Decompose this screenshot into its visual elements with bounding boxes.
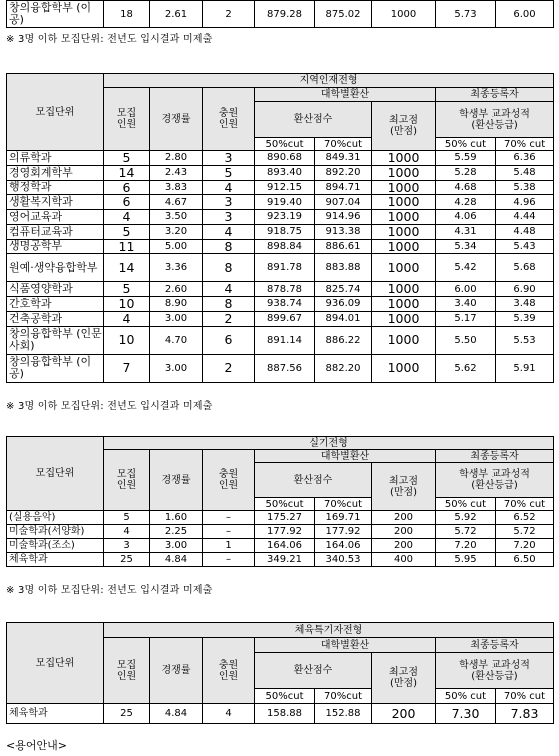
table-cell: 4.31: [436, 224, 496, 239]
table-cell: 5.38: [496, 180, 554, 195]
table-row: 창의융합학부 (이공) 18 2.61 2 879.28 875.02 1000 5.73 6.00: [7, 1, 554, 28]
table-row: [7, 525, 554, 539]
table-cell: –: [203, 511, 255, 525]
table-cell: 894.01: [315, 311, 372, 326]
table-row: [7, 553, 554, 567]
table-cell: 8.90: [150, 297, 203, 312]
table-cell: 2.25: [150, 525, 203, 539]
table-cell: 5.34: [436, 239, 496, 254]
table-cell: 899.67: [255, 311, 315, 326]
unit-name: 건축공학과: [7, 311, 104, 326]
table-cell: 898.84: [255, 239, 315, 254]
table-cell: 3.20: [150, 224, 203, 239]
table-cell: 3.40: [436, 297, 496, 312]
table-cell: 6: [203, 326, 255, 354]
table-row: [7, 511, 554, 525]
table-cell: 4.96: [496, 195, 554, 210]
table-cell: 1: [203, 539, 255, 553]
table-cell: 5.68: [496, 254, 554, 282]
unit-name: 미술학과(조소): [7, 539, 104, 553]
unit-name: 체육학과: [7, 553, 104, 567]
table-cell: 14: [104, 165, 150, 180]
header-unit: 모집단위: [7, 623, 104, 704]
table-cell: 887.56: [255, 354, 315, 382]
section-local-talent: 모집단위 지역인재전형 모집 인원 경쟁률 충원 인원 대학별환산 최종등록자 환산점수 최고점 (만점) 학생부 교과성적 (환산등급) 50%cut 70%cut 50% cut 70% cut 의류학과 5 2.80 3 890.68 849.31 1000 5.59 6.36 경영회계학부 14 2.43 5 893.40 892.20 1000 5.28 5.48 행정학과 6 3.83 4 912.15 894.71 1000 4.68 5.38 생활복지학과 6 4.67 3 919.40 907.04 1000 4.28 4.96 영어교육과 4 3.50 3 923.19 914.96 1000 4.06 4.44 컴퓨터교육과 5 3.20 4 918.75 913.38 1000 4.31 4.48 생명공학부 11 5.00 8 898.84 886.61 1000 5.34 5.43 원예·생약융합학부 14 3.36 8 891.78 883.88 1000 5.42 5.68 식품영양학과 5 2.60 4 878.78 825.74 1000 6.00 6.90 간호학과 10 8.90 8 938.74 936.09 1000 3.40 3.48 건축공학과 4 3.00 2 899.67 894.01 1000 5.17 5.39 창의융합학부 (인문사회) 10 4.70 6 891.14 886.22 1000 5.50 5.53 창의융합학부 (이공) 7 3.00 2 887.56 882.20 1000 5.62 5.91: [6, 73, 553, 383]
table-cell: 2: [203, 354, 255, 382]
table-cell: 5.28: [436, 165, 496, 180]
table-cell: 1000: [372, 297, 436, 312]
table-cell: 882.20: [315, 354, 372, 382]
table-cell: 6: [104, 180, 150, 195]
unit-name: 식품영양학과: [7, 282, 104, 297]
table-cell: 3.00: [150, 311, 203, 326]
table-cell: 7.20: [496, 539, 554, 553]
header-competition: 경쟁률: [150, 88, 203, 151]
table-cell: 4: [203, 180, 255, 195]
table-cell: 1000: [372, 180, 436, 195]
header-max-score: 최고점 (만점): [372, 102, 436, 151]
note-text: ※ 3명 이하 모집단위: 전년도 입시결과 미제출: [6, 34, 213, 45]
table-cell: 825.74: [315, 282, 372, 297]
unit-name: 미술학과(서양화): [7, 525, 104, 539]
table-cell: 892.20: [315, 165, 372, 180]
unit-name: 경영회계학부: [7, 165, 104, 180]
table-cell: 878.78: [255, 282, 315, 297]
table-cell: 919.40: [255, 195, 315, 210]
table-cell: 340.53: [315, 553, 372, 567]
table-cell: 3: [203, 210, 255, 225]
section-sports-special: 모집단위 체육특기자전형 모집 인원 경쟁률 충원 인원 대학별환산 최종등록자 환산점수 최고점 (만점) 학생부 교과성적 (환산등급) 50%cut 70%cut 50% cut 70% cut 체육학과 25 4.84 4 158.88 152.88 200 7.30 7.83: [6, 622, 553, 724]
table-cell: 2.43: [150, 165, 203, 180]
table-row: [7, 180, 554, 195]
table-cell: 5.43: [496, 239, 554, 254]
table-row: [7, 224, 554, 239]
table-cell: 3.83: [150, 180, 203, 195]
table-cell: 918.75: [255, 224, 315, 239]
table-cell: 3: [203, 195, 255, 210]
table-cell: 177.92: [255, 525, 315, 539]
table-row: [7, 239, 554, 254]
table-cell: 5.59: [436, 151, 496, 166]
table-cell: 4: [203, 282, 255, 297]
table-cell: 2: [203, 311, 255, 326]
table-cell: 3: [104, 539, 150, 553]
table-cell: 1000: [372, 239, 436, 254]
section-practical: 모집단위 실기전형 모집 인원 경쟁률 충원 인원 대학별환산 최종등록자 환산점수 최고점 (만점) 학생부 교과성적 (환산등급) 50%cut 70%cut 50% cut 70% cut (실용음악) 5 1.60 – 175.27 169.71 200 5.92 6.52 미술학과(서양화) 4 2.25 – 177.92 177.92 200 5.72 5.72 미술학과(조소) 3 3.00 1 164.06 164.06 200 7.20 7.20 체육학과 25 4.84 – 349.21 340.53 400 5.95 6.50: [6, 436, 553, 567]
table-cell: 913.38: [315, 224, 372, 239]
table-cell: 4.84: [150, 704, 203, 724]
header-unit: 모집단위: [7, 437, 104, 511]
table-cell: 200: [372, 539, 436, 553]
unit-name: 창의융합학부 (이공): [7, 1, 104, 28]
unit-name: 창의융합학부 (이공): [7, 354, 104, 382]
top-table-fragment: [6, 0, 553, 28]
table-cell: 890.68: [255, 151, 315, 166]
table-cell: 907.04: [315, 195, 372, 210]
table-cell: 5.48: [496, 165, 554, 180]
table-cell: 886.22: [315, 326, 372, 354]
table-cell: 349.21: [255, 553, 315, 567]
table-cell: 10: [104, 326, 150, 354]
table-cell: 923.19: [255, 210, 315, 225]
table-cell: 5.39: [496, 311, 554, 326]
table-row: [7, 165, 554, 180]
table-row: [7, 354, 554, 382]
table-row: [7, 254, 554, 282]
table-cell: 2.80: [150, 151, 203, 166]
table-cell: 5.17: [436, 311, 496, 326]
table-cell: 5: [104, 282, 150, 297]
table-cell: 1000: [372, 311, 436, 326]
table-row: [7, 195, 554, 210]
header-recruit: 모집 인원: [104, 88, 150, 151]
footer-heading: <용어안내>: [6, 739, 67, 752]
table-cell: –: [203, 525, 255, 539]
table-cell: 164.06: [315, 539, 372, 553]
table-cell: 5.42: [436, 254, 496, 282]
table-cell: 164.06: [255, 539, 315, 553]
table-row: [7, 326, 554, 354]
table-cell: 1000: [372, 282, 436, 297]
table-cell: 5.95: [436, 553, 496, 567]
table-cell: 4.67: [150, 195, 203, 210]
table-cell: 1000: [372, 224, 436, 239]
unit-name: 원예·생약융합학부: [7, 254, 104, 282]
table-cell: 25: [104, 704, 150, 724]
table-cell: 152.88: [315, 704, 372, 724]
table-cell: 6: [104, 195, 150, 210]
table-cell: 6.50: [496, 553, 554, 567]
table-cell: 938.74: [255, 297, 315, 312]
table-cell: 5: [104, 151, 150, 166]
header-transcript: 학생부 교과성적 (환산등급): [436, 463, 554, 498]
table-cell: 3.00: [150, 354, 203, 382]
table-cell: 4: [104, 525, 150, 539]
table-cell: 5.72: [496, 525, 554, 539]
table-cell: 4: [104, 210, 150, 225]
table-cell: 914.96: [315, 210, 372, 225]
table-cell: 936.09: [315, 297, 372, 312]
table-cell: 5.00: [150, 239, 203, 254]
unit-name: 영어교육과: [7, 210, 104, 225]
table-cell: 200: [372, 525, 436, 539]
table-cell: 886.61: [315, 239, 372, 254]
table-row: [7, 282, 554, 297]
table-cell: 200: [372, 511, 436, 525]
table-cell: 177.92: [315, 525, 372, 539]
unit-name: 행정학과: [7, 180, 104, 195]
table-cell: 11: [104, 239, 150, 254]
table-cell: 1000: [372, 254, 436, 282]
table-cell: 8: [203, 254, 255, 282]
unit-name: 체육학과: [7, 704, 104, 724]
table-cell: 1000: [372, 165, 436, 180]
table-cell: 912.15: [255, 180, 315, 195]
table-cell: 4: [203, 224, 255, 239]
table-cell: 4.70: [150, 326, 203, 354]
table-cell: 7.83: [496, 704, 554, 724]
table-cell: 5: [104, 511, 150, 525]
table-cell: –: [203, 553, 255, 567]
table-cell: 4.44: [496, 210, 554, 225]
table-cell: 7: [104, 354, 150, 382]
table-row: [7, 704, 554, 724]
table-cell: 25: [104, 553, 150, 567]
table-cell: 1000: [372, 195, 436, 210]
table-cell: 891.14: [255, 326, 315, 354]
table-cell: 400: [372, 553, 436, 567]
table-cell: 4: [203, 704, 255, 724]
table-cell: 3.00: [150, 539, 203, 553]
table-cell: 891.78: [255, 254, 315, 282]
table-cell: 6.90: [496, 282, 554, 297]
table-cell: 8: [203, 239, 255, 254]
table-cell: 7.30: [436, 704, 496, 724]
table-cell: 169.71: [315, 511, 372, 525]
table-cell: 6.52: [496, 511, 554, 525]
table-row: [7, 539, 554, 553]
table-cell: 1000: [372, 326, 436, 354]
table-cell: 3.36: [150, 254, 203, 282]
table-cell: 4.06: [436, 210, 496, 225]
table-cell: 883.88: [315, 254, 372, 282]
header-transcript: 학생부 교과성적 (환산등급): [436, 653, 554, 689]
table-cell: 1000: [372, 210, 436, 225]
table-cell: 158.88: [255, 704, 315, 724]
table-cell: 200: [372, 704, 436, 724]
table-cell: 3.50: [150, 210, 203, 225]
table-cell: 5.92: [436, 511, 496, 525]
table-cell: 1000: [372, 151, 436, 166]
table-cell: 5.72: [436, 525, 496, 539]
unit-name: 생명공학부: [7, 239, 104, 254]
table-cell: 3: [203, 151, 255, 166]
note-text: ※ 3명 이하 모집단위: 전년도 입시결과 미제출: [6, 401, 213, 412]
header-filled: 충원 인원: [203, 88, 255, 151]
unit-name: 컴퓨터교육과: [7, 224, 104, 239]
table-cell: 5.50: [436, 326, 496, 354]
table-cell: 5.91: [496, 354, 554, 382]
unit-name: (실용음악): [7, 511, 104, 525]
header-final: 최종등록자: [436, 88, 554, 102]
header-unit: 모집단위: [7, 74, 104, 151]
table-row: [7, 210, 554, 225]
table-cell: 1000: [372, 354, 436, 382]
table-cell: 8: [203, 297, 255, 312]
table-cell: 6.36: [496, 151, 554, 166]
header-conv-score: 환산점수: [255, 102, 372, 138]
table-cell: 2.60: [150, 282, 203, 297]
unit-name: 의류학과: [7, 151, 104, 166]
unit-name: 간호학과: [7, 297, 104, 312]
table-cell: 849.31: [315, 151, 372, 166]
header-transcript: 학생부 교과성적 (환산등급): [436, 102, 554, 138]
table-cell: 175.27: [255, 511, 315, 525]
table-cell: 6.00: [436, 282, 496, 297]
section-title: 체육특기자전형: [104, 623, 554, 638]
table-cell: 893.40: [255, 165, 315, 180]
table-cell: 10: [104, 297, 150, 312]
table-cell: 4.68: [436, 180, 496, 195]
table-cell: 5: [104, 224, 150, 239]
header-by-univ: 대학별환산: [255, 88, 436, 102]
table-cell: 1.60: [150, 511, 203, 525]
table-cell: 3.48: [496, 297, 554, 312]
unit-name: 창의융합학부 (인문사회): [7, 326, 104, 354]
table-cell: 4: [104, 311, 150, 326]
table-cell: 4.84: [150, 553, 203, 567]
note-text: ※ 3명 이하 모집단위: 전년도 입시결과 미제출: [6, 585, 213, 596]
table-cell: 4.48: [496, 224, 554, 239]
table-cell: 7.20: [436, 539, 496, 553]
table-cell: 5: [203, 165, 255, 180]
table-cell: 4.28: [436, 195, 496, 210]
table-cell: 14: [104, 254, 150, 282]
section-title: 지역인재전형: [104, 74, 554, 88]
table-cell: 5.62: [436, 354, 496, 382]
table-row: [7, 151, 554, 166]
table-row: [7, 311, 554, 326]
unit-name: 생활복지학과: [7, 195, 104, 210]
table-cell: 894.71: [315, 180, 372, 195]
section-title: 실기전형: [104, 437, 554, 450]
table-cell: 5.53: [496, 326, 554, 354]
table-row: [7, 297, 554, 312]
